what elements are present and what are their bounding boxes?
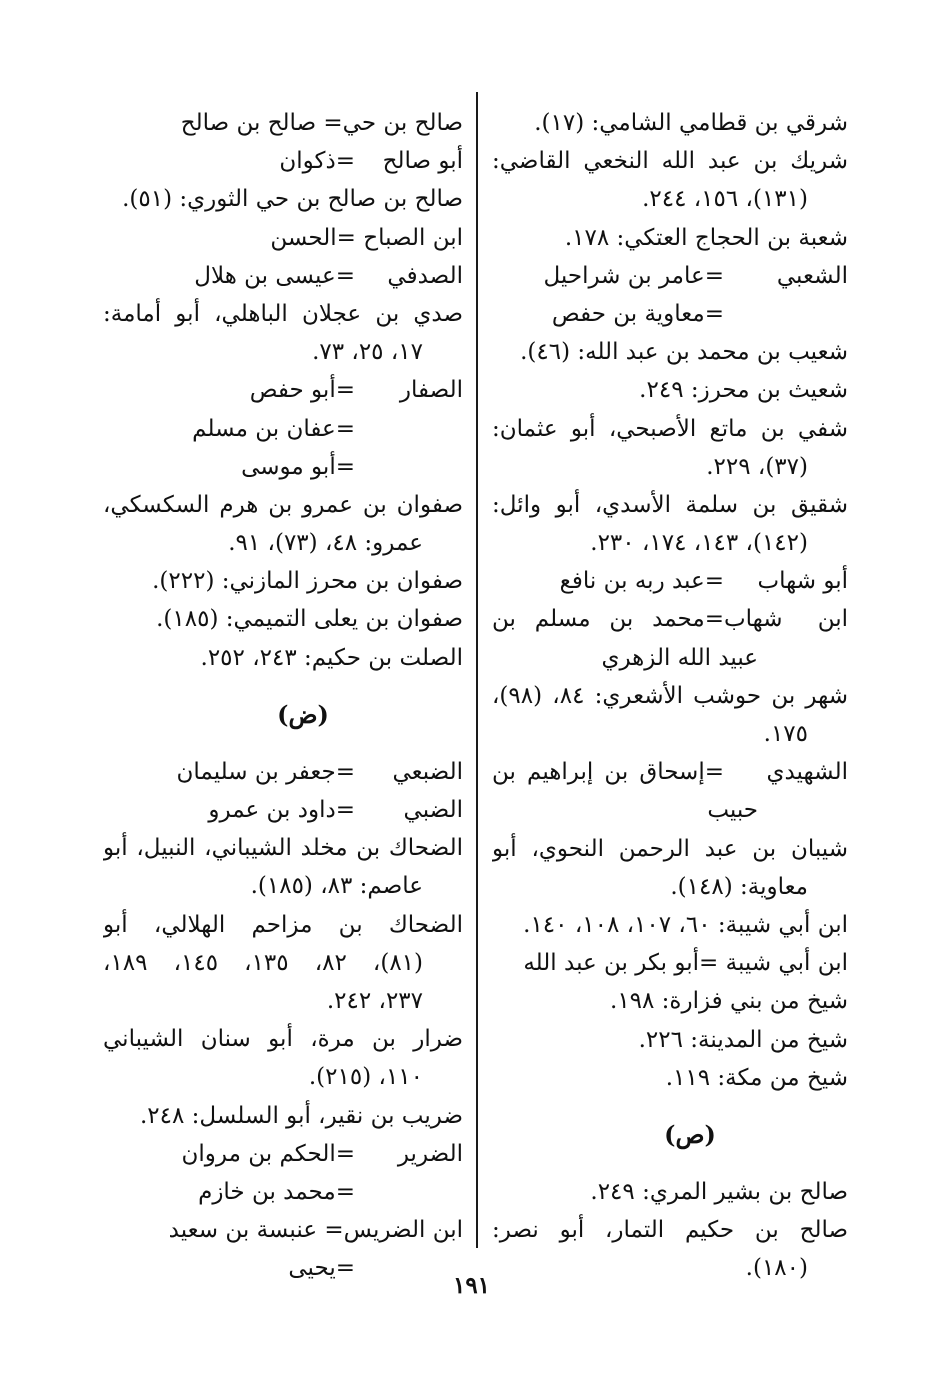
index-entry <box>492 295 848 333</box>
index-entry <box>103 410 463 448</box>
section-heading: (ص) <box>664 1119 716 1149</box>
entry-name: الضرير <box>397 1140 463 1167</box>
index-entry: شيبان بن عبد الرحمن النحوي، أبو <box>492 835 848 862</box>
index-entry: ابن الضريس= عنبسة بن سعيد <box>168 1217 463 1244</box>
column-divider <box>476 92 478 1248</box>
index-entry: الصلت بن حكيم: ٢٤٣، ٢٥٢. <box>200 644 463 671</box>
index-entry: صفوان بن يعلى التميمي: (١٨٥). <box>156 606 463 633</box>
index-entry: ضرار بن مرة، أبو سنان الشيباني <box>103 1026 463 1053</box>
index-entry-continuation: حبيب <box>707 797 758 824</box>
index-entry: صدي بن عجلان الباهلي، أبو أمامة: <box>103 300 463 327</box>
entry-cross-reference: =محمد بن خازم <box>198 1178 355 1205</box>
index-entry: صالح بن بشير المري: ٢٤٩. <box>590 1178 848 1205</box>
entry-cross-reference: =عفان بن مسلم <box>192 415 355 442</box>
index-entry: شيخ من بني فزارة: ١٩٨. <box>610 988 848 1015</box>
index-entry <box>103 1135 463 1173</box>
entry-name: أبو شهاب <box>757 568 848 595</box>
entry-name: الصفار <box>399 377 463 404</box>
index-entry-continuation: عاصم: ٨٣، (١٨٥). <box>250 873 423 900</box>
entry-name: الشهيدي <box>766 759 848 786</box>
index-entry <box>492 600 848 638</box>
index-entry: شقيق بن سلمة الأسدي، أبو وائل: <box>492 491 848 518</box>
index-entry: ابن الصباح =الحسن <box>270 224 463 251</box>
index-entry-continuation: عمرو: ٤٨، (٧٣)، ٩١. <box>228 530 423 557</box>
index-entry: ضريب بن نقير، أبو السلسل: ٢٤٨. <box>139 1102 463 1129</box>
entry-cross-reference: =الحكم بن مروان <box>181 1140 355 1167</box>
index-entry <box>103 753 463 791</box>
index-entry: صالح بن صالح بن حي الثوري: (٥١). <box>122 186 463 213</box>
index-entry <box>103 257 463 295</box>
index-entry-continuation: ١١٠، (٢١٥). <box>308 1064 423 1091</box>
index-entry-continuation: (١٤٢)، ١٤٣، ١٧٤، ٢٣٠. <box>590 530 808 557</box>
index-entry: الضحاك بن مخلد الشيباني، النبيل، أبو <box>103 835 463 862</box>
index-entry-continuation: ١٧، ٢٥، ٧٣. <box>312 339 423 366</box>
index-entry <box>103 791 463 829</box>
entry-cross-reference: =أبو موسى <box>241 453 355 480</box>
index-entry: شهر بن حوشب الأشعري: ٨٤، (٩٨)، <box>492 682 848 709</box>
entry-name: الصدفي <box>387 262 463 289</box>
index-entry: شفي بن ماتع الأصبحي، أبو عثمان: <box>492 415 848 442</box>
page-number: ١٩١ <box>452 1272 491 1299</box>
entry-cross-reference: =داود بن عمرو <box>208 797 355 823</box>
index-entry-continuation: (٣٧)، ٢٢٩. <box>706 453 808 480</box>
index-entry: شيخ من مكة: ١١٩. <box>665 1064 848 1091</box>
index-entry: ابن أبي شيبة: ٦٠، ١٠٧، ١٠٨، ١٤٠. <box>523 911 848 938</box>
entry-cross-reference: =جعفر بن سليمان <box>176 758 355 785</box>
entry-name: ابن شهاب <box>724 606 848 633</box>
index-entry-continuation: (٨١)، ٨٢، ١٣٥، ١٤٥، ١٨٩، <box>103 949 424 976</box>
index-entry: شيخ من المدينة: ٢٢٦. <box>638 1026 848 1053</box>
entry-name: الضبعي <box>392 758 463 785</box>
index-entry <box>492 753 848 791</box>
index-entry-continuation: (١٣١)، ١٥٦، ٢٤٤. <box>642 186 808 213</box>
index-entry: ابن أبي شيبة =أبو بكر بن عبد الله <box>523 950 848 977</box>
index-entry: الضحاك بن مزاحم الهلالي، أبو <box>103 911 463 938</box>
entry-cross-reference: =أبو حفص <box>249 377 355 404</box>
index-entry <box>103 371 463 409</box>
index-entry: صالح بن حي= صالح بن صالح <box>180 110 463 136</box>
index-entry: شعيب بن محمد بن عبد الله: (٤٦). <box>520 339 848 366</box>
index-entry-continuation: (١٨٠). <box>745 1255 808 1282</box>
entry-cross-reference: =معاوية بن حفص <box>551 300 724 327</box>
index-entry: شريك بن عبد الله النخعي القاضي: <box>492 148 848 175</box>
entry-cross-reference: =إسحاق بن إبراهيم بن <box>492 759 724 786</box>
index-entry <box>492 257 848 295</box>
section-heading: (ض) <box>277 699 329 729</box>
index-entry-continuation: ٢٣٧، ٢٤٢. <box>326 987 423 1014</box>
entry-name: أبو صالح <box>382 148 463 175</box>
index-entry: صالح بن حكيم التمار، أبو نصر: <box>492 1217 848 1244</box>
index-entry: صفوان بن محرز المازني: (٢٢٢). <box>152 568 463 595</box>
entry-cross-reference: =محمد بن مسلم بن <box>492 606 724 633</box>
index-entry: شعيث بن محرز: ٢٤٩. <box>639 377 848 404</box>
index-column-right <box>492 104 848 1287</box>
entry-cross-reference: =ذكوان <box>279 148 355 175</box>
index-entry: صفوان بن عمرو بن هرم السكسكي، <box>103 491 463 518</box>
index-entry <box>103 1173 463 1211</box>
entry-name: الشعبي <box>776 262 848 289</box>
index-entry: شرقي بن قطامي الشامي: (١٧). <box>534 110 848 136</box>
entry-cross-reference: =عامر بن شراحيل <box>543 262 724 289</box>
index-entry-continuation: معاوية: (١٤٨). <box>670 873 808 900</box>
entry-name: الضبي <box>403 797 463 823</box>
index-entry <box>103 142 463 180</box>
entry-cross-reference: =عبد ربه بن نافع <box>559 568 724 595</box>
index-entry-continuation: عبيد الله الزهري <box>601 644 758 671</box>
entry-cross-reference: =يحيى <box>288 1255 355 1282</box>
entry-cross-reference: =عيسى بن هلال <box>194 262 355 289</box>
index-entry <box>492 562 848 600</box>
index-entry-continuation: ١٧٥. <box>763 721 808 747</box>
index-column-left <box>103 104 463 1287</box>
index-entry <box>103 448 463 486</box>
index-entry: شعبة بن الحجاج العتكي: ١٧٨. <box>564 224 848 251</box>
